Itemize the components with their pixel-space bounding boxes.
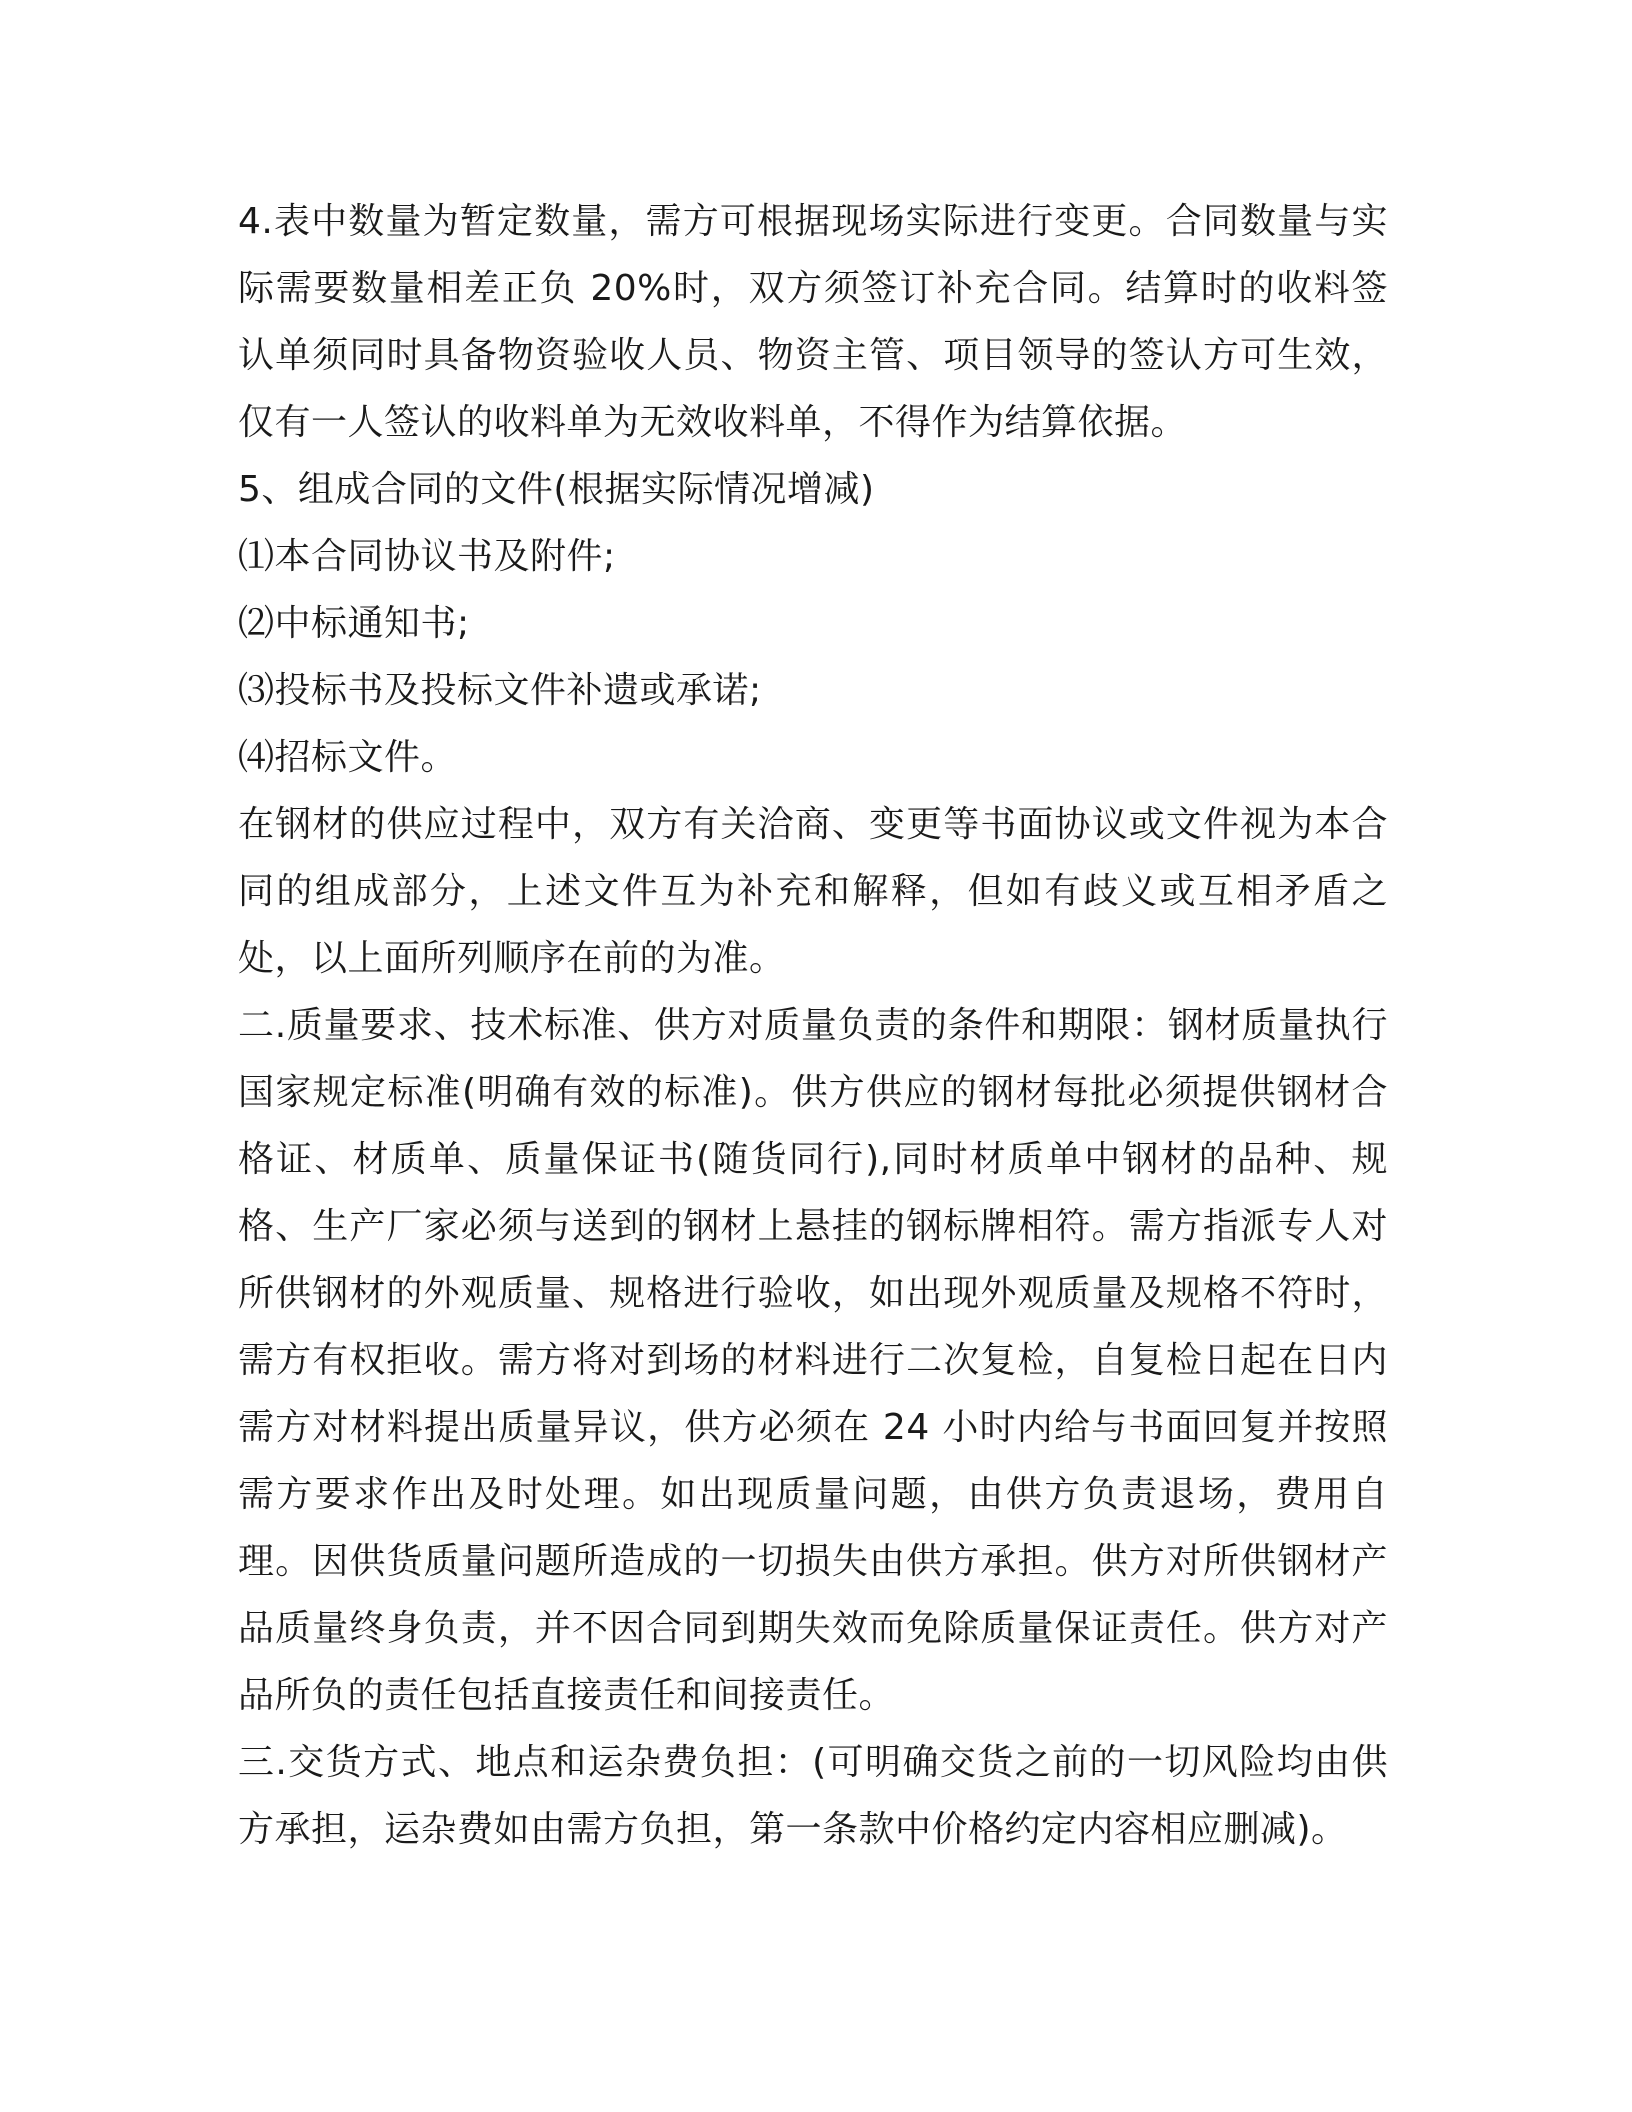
document-body [238, 188, 1388, 1863]
paragraph-delivery-terms: 三.交货方式、地点和运杂费负担：(可明确交货之前的一切风险均由供方承担，运杂费如由需方负担，第一条款中价格约定内容相应删减)。 [238, 1742, 1388, 1850]
paragraph-quantity-note: 4.表中数量为暂定数量，需方可根据现场实际进行变更。合同数量与实际需要数量相差正负 20%时，双方须签订补充合同。结算时的收料签认单须同时具备物资验收人员、物资主管、项目领导的签认方可生效，仅有一人签认的收料单为无效收料单，不得作为结算依据。 [238, 201, 1388, 443]
paragraph-document-precedence: 在钢材的供应过程中，双方有关洽商、变更等书面协议或文件视为本合同的组成部分，上述文件互为补充和解释，但如有歧义或互相矛盾之处，以上面所列顺序在前的为准。 [238, 804, 1388, 979]
paragraph-contract-documents-heading: 5、组成合同的文件(根据实际情况增减) [238, 469, 875, 510]
list-item-award-notice: ⑵中标通知书; [238, 603, 470, 644]
paragraph-quality-requirements: 二.质量要求、技术标准、供方对质量负责的条件和期限：钢材质量执行国家规定标准(明确有效的标准)。供方供应的钢材每批必须提供钢材合格证、材质单、质量保证书(随货同行),同时材质单中钢材的品种、规格、生产厂家必须与送到的钢材上悬挂的钢标牌相符。需方指派专人对所供钢材的外观质量、规格进行验收，如出现外观质量及规格不符时，需方有权拒收。需方将对到场的材料进行二次复检，自复检日起在日内需方对材料提出质量异议，供方必须在 24 小时内给与书面回复并按照需方要求作出及时处理。如出现质量问题，由供方负责退场，费用自理。因供货质量问题所造成的一切损失由供方承担。供方对所供钢材产品质量终身负责，并不因合同到期失效而免除质量保证责任。供方对产品所负的责任包括直接责任和间接责任。 [238, 1005, 1388, 1716]
list-item-agreement: ⑴本合同协议书及附件; [238, 536, 616, 577]
list-item-bid-documents: ⑶投标书及投标文件补遗或承诺; [238, 670, 762, 711]
list-item-tender-documents: ⑷招标文件。 [238, 737, 458, 778]
